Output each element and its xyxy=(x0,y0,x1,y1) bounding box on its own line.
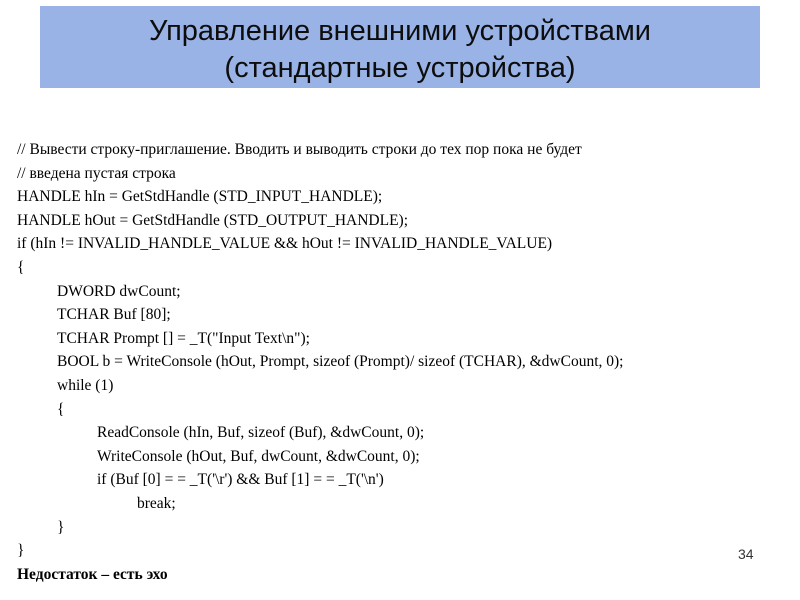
code-line: BOOL b = WriteConsole (hOut, Prompt, sizeof (Prompt)/ sizeof (TCHAR), &dwCount, 0); xyxy=(57,353,624,371)
slide-title-line-2: (стандартные устройства) xyxy=(224,52,576,84)
code-brace: } xyxy=(57,518,65,536)
conclusion-text: Недостаток – есть эхо xyxy=(17,565,168,583)
code-brace: { xyxy=(17,258,25,276)
code-line: HANDLE hIn = GetStdHandle (STD_INPUT_HANDLE); xyxy=(17,188,383,206)
code-line: DWORD dwCount; xyxy=(57,282,181,300)
slide-title-line-1: Управление внешними устройствами xyxy=(148,15,652,47)
code-comment-line: // Вывести строку-приглашение. Вводить и выводить строки до тех пор пока не будет xyxy=(17,141,582,158)
code-line: ReadConsole (hIn, Buf, sizeof (Buf), &dwCount, 0); xyxy=(97,424,425,442)
code-listing xyxy=(17,138,787,586)
code-line: break; xyxy=(137,494,176,512)
code-line: HANDLE hOut = GetStdHandle (STD_OUTPUT_HANDLE); xyxy=(17,211,409,229)
code-line: TCHAR Prompt [] = _T("Input Text\n"); xyxy=(57,329,310,347)
code-line: if (Buf [0] = = _T('\r') && Buf [1] = = _T('\n') xyxy=(97,471,384,489)
code-line: TCHAR Buf [80]; xyxy=(57,306,171,324)
code-brace: } xyxy=(17,542,25,560)
code-line: WriteConsole (hOut, Buf, dwCount, &dwCount, 0); xyxy=(97,447,420,465)
code-brace: { xyxy=(57,400,65,418)
slide-title-banner xyxy=(40,6,760,88)
page-number: 34 xyxy=(738,546,754,562)
code-comment-line: // введена пустая строка xyxy=(17,164,176,182)
code-line: while (1) xyxy=(57,376,114,394)
code-line: if (hIn != INVALID_HANDLE_VALUE && hOut != INVALID_HANDLE_VALUE) xyxy=(17,235,553,253)
